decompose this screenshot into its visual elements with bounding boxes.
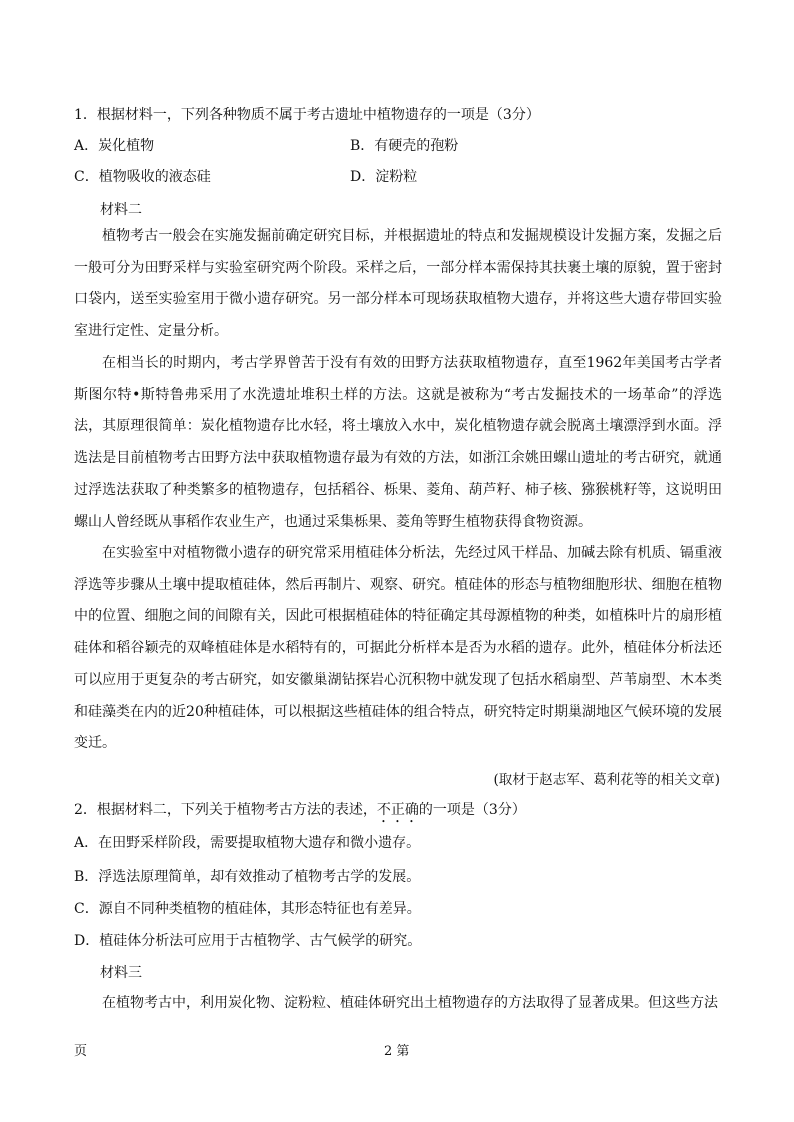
question-1-option-b: B．有硬壳的孢粉 (350, 138, 459, 154)
question-2-option-d: D．植硅体分析法可应用于古植物学、古气候学的研究。 (74, 933, 422, 949)
question-2-option-c: C．源自不同种类植物的植硅体，其形态特征也有差异。 (74, 901, 421, 917)
question-2-stem-emphasis: 不正确 (376, 802, 419, 818)
question-2-stem-suffix: 的一项是（3分） (418, 802, 526, 818)
question-2-stem-prefix: 2．根据材料二，下列关于植物考古方法的表述， (74, 802, 377, 818)
question-2-stem (74, 799, 526, 826)
question-1-option-c: C．植物吸收的液态硅 (74, 169, 211, 185)
footer-page-label: 页 (74, 1044, 88, 1059)
question-2-option-a: A．在田野采样阶段，需要提取植物大遗存和微小遗存。 (74, 835, 421, 851)
question-1-option-d: D．淀粉粒 (350, 169, 418, 185)
question-1-option-a: A．炭化植物 (74, 138, 155, 154)
material-2-paragraph-1: 植物考古一般会在实施发掘前确定研究目标，并根据遗址的特点和发掘规模设计发掘方案，发掘之后一般可分为田野采样与实验室研究两个阶段。采样之后，一部分样本需保持其扶裹土壤的原貌，置于密封口袋内，送至实验室用于微小遗存研究。另一部分样本可现场获取植物大遗存，并将这些大遗存带回实验室进行定性、定量分析。 (74, 228, 722, 340)
material-3-paragraph-1: 在植物考古中，利用炭化物、淀粉粒、植硅体研究出土植物遗存的方法取得了显著成果。但这些方法 (102, 995, 718, 1011)
question-1-stem: 1．根据材料一，下列各种物质不属于考古遗址中植物遗存的一项是（3分） (74, 107, 540, 123)
material-2-paragraph-3: 在实验室中对植物微小遗存的研究常采用植硅体分析法，先经过风干样品、加碱去除有机质、镉重液浮选等步骤从土壤中提取植硅体，然后再制片、观察、研究。植硅体的形态与植物细胞形状、细胞在植物中的位置、细胞之间的间隙有关，因此可根据植硅体的特征确定其母源植物的种类，如植株叶片的扇形植硅体和稻谷颖壳的双峰植硅体是水稻特有的，可据此分析样本是否为水稻的遗存。此外，植硅体分析法还可以应用于更复杂的考古研究，如安徽巢湖钻探岩心沉积物中就发现了包括水稻扇型、芦苇扇型、木本类和硅藻类在内的近20种植硅体，可以根据这些植硅体的组合特点，研究特定时期巢湖地区气候环境的发展变迁。 (74, 545, 722, 752)
footer-page-number: 2 第 (384, 1044, 410, 1059)
material-3-heading: 材料三 (100, 965, 142, 981)
material-2-source: (取材于赵志军、葛利花等的相关文章) (493, 772, 720, 788)
material-2-heading: 材料二 (100, 202, 142, 218)
question-2-option-b: B．浮选法原理简单，却有效推动了植物考古学的发展。 (74, 869, 421, 885)
material-2-paragraph-2: 在相当长的时期内，考古学界曾苦于没有有效的田野方法获取植物遗存，直至1962年美国考古学者斯图尔特•斯特鲁弗采用了水洗遗址堆积土样的方法。这就是被称为“考古发掘技术的一场革命”的浮选法，其原理很简单：炭化植物遗存比水轻，将土壤放入水中，炭化植物遗存就会脱离土壤漂浮到水面。浮选法是目前植物考古田野方法中获取植物遗存最为有效的方法，如浙江余姚田螺山遗址的考古研究，就通过浮选法获取了种类繁多的植物遗存，包括稻谷、栎果、菱角、葫芦籽、柿子核、猕猴桃籽等，这说明田螺山人曾经既从事稻作农业生产，也通过采集栎果、菱角等野生植物获得食物资源。 (74, 355, 722, 530)
